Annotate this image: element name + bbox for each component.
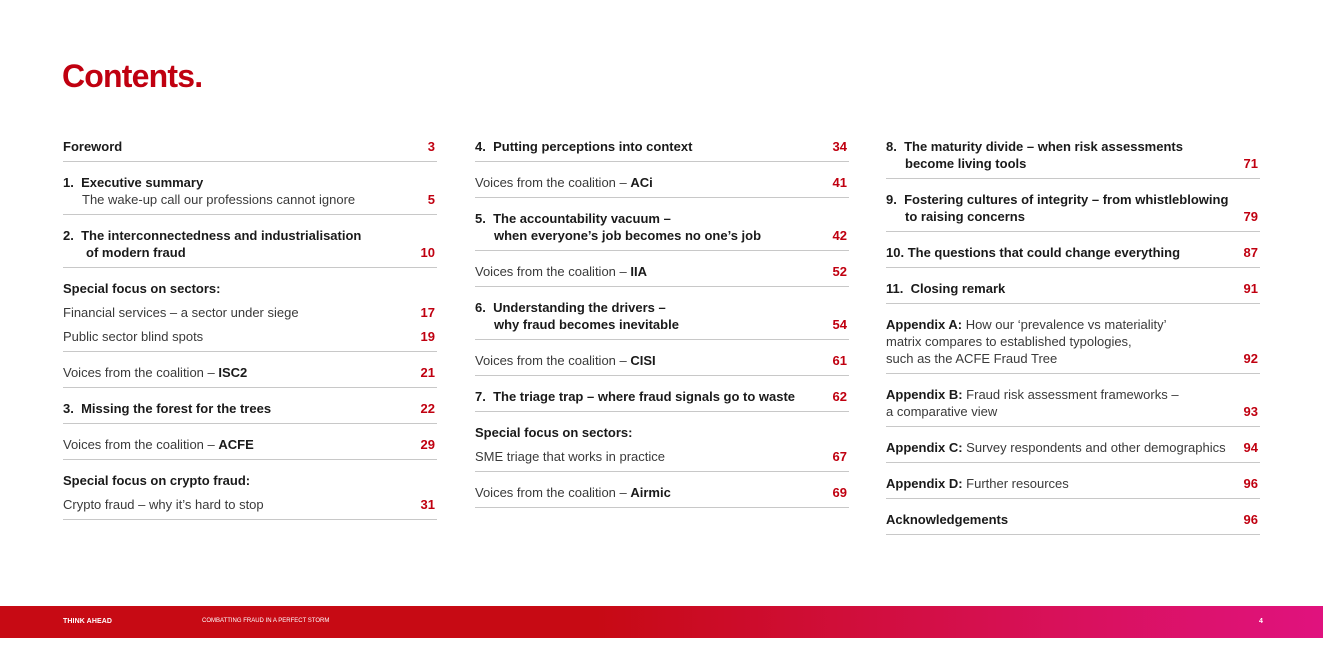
toc-page-number: 34: [832, 139, 847, 154]
toc-page-number: 17: [420, 305, 435, 320]
toc-entry-number: 1.: [63, 175, 74, 190]
special-focus-sectors-heading: Special focus on sectors:: [63, 281, 221, 296]
toc-entry-number: 7.: [475, 389, 486, 404]
toc-entry-label: Further resources: [962, 476, 1069, 491]
toc-entry-label: Foreword: [63, 139, 123, 154]
toc-entry-questions[interactable]: [886, 243, 1260, 268]
toc-entry-label-line2: when everyone’s job becomes no one’s job: [494, 228, 762, 243]
toc-entry-number: 11.: [886, 281, 904, 296]
toc-entry-voices-airmic[interactable]: [475, 483, 849, 508]
toc-entry-label: Executive summary: [81, 175, 204, 190]
page-title: Contents.: [62, 58, 203, 94]
toc-entry-perceptions[interactable]: [475, 137, 849, 162]
toc-entry-label: Crypto fraud – why it’s hard to stop: [63, 497, 264, 512]
toc-entry-accountability-vacuum[interactable]: [475, 209, 849, 251]
toc-page-number: 61: [832, 353, 847, 368]
toc-entry-appendix-label: Appendix A:: [886, 317, 963, 332]
footer-page-number: 4: [1259, 618, 1263, 625]
toc-entry-label-line1: Fostering cultures of integrity – from whistleblowing: [904, 192, 1229, 207]
toc-entry-financial-services[interactable]: [63, 303, 437, 321]
toc-page-number: 71: [1243, 156, 1258, 171]
footer-brand: THINK AHEAD: [63, 618, 113, 625]
toc-entry-number: 9.: [886, 192, 897, 207]
toc-entry-label: SME triage that works in practice: [475, 449, 666, 464]
toc-entry-appendix-a[interactable]: [886, 315, 1260, 374]
toc-entry-label-line1: The maturity divide – when risk assessments: [904, 139, 1183, 154]
toc-entry-appendix-label: Appendix D:: [886, 476, 963, 491]
toc-entry-voices-cisi[interactable]: [475, 351, 849, 376]
toc-entry-label-line1: How our ‘prevalence vs materiality’: [962, 317, 1167, 332]
toc-entry-org: Airmic: [630, 485, 671, 500]
toc-entry-prefix: Voices from the coalition –: [475, 264, 631, 279]
toc-page-number: 21: [420, 365, 435, 380]
toc-page-number: 42: [832, 228, 847, 243]
toc-entry-voices-isc2[interactable]: [63, 363, 437, 388]
toc-page-number: 94: [1243, 440, 1258, 455]
toc-page-number: 93: [1243, 404, 1258, 419]
toc-entry-triage-trap[interactable]: [475, 387, 849, 412]
toc-entry-label-line2: a comparative view: [886, 404, 998, 419]
toc-entry-label: Missing the forest for the trees: [81, 401, 272, 416]
toc-entry-appendix-b[interactable]: [886, 385, 1260, 427]
toc-page-number: 54: [832, 317, 847, 332]
toc-page-number: 91: [1243, 281, 1258, 296]
toc-entry-number: 4.: [475, 139, 486, 154]
toc-entry-crypto-fraud[interactable]: [63, 495, 437, 520]
toc-entry-number: 5.: [475, 211, 486, 226]
toc-entry-interconnectedness[interactable]: [63, 226, 437, 268]
toc-entry-appendix-c[interactable]: [886, 438, 1260, 463]
toc-page-number: 96: [1243, 512, 1258, 527]
toc-entry-label: The questions that could change everything: [907, 245, 1181, 260]
toc-section-heading: [63, 471, 437, 489]
toc-entry-prefix: Voices from the coalition –: [475, 175, 631, 190]
toc-column-3: [886, 137, 1260, 546]
toc-entry-closing-remark[interactable]: [886, 279, 1260, 304]
toc-page-number: 96: [1243, 476, 1258, 491]
toc-entry-sme-triage[interactable]: [475, 447, 849, 472]
toc-entry-foreword[interactable]: [63, 137, 437, 162]
toc-entry-prefix: Voices from the coalition –: [63, 365, 219, 380]
toc-page-number: 19: [420, 329, 435, 344]
toc-entry-label: Closing remark: [910, 281, 1006, 296]
toc-column-1: [63, 137, 437, 531]
toc-entry-label-line2: become living tools: [905, 156, 1027, 171]
toc-section-heading: [63, 279, 437, 297]
toc-entry-label-line2: to raising concerns: [905, 209, 1025, 224]
toc-entry-prefix: Voices from the coalition –: [63, 437, 219, 452]
special-focus-sectors-heading: Special focus on sectors:: [475, 425, 633, 440]
toc-entry-label: Putting perceptions into context: [493, 139, 693, 154]
toc-entry-number: 3.: [63, 401, 74, 416]
toc-entry-label: Public sector blind spots: [63, 329, 204, 344]
toc-entry-missing-forest[interactable]: [63, 399, 437, 424]
toc-page-number: 29: [420, 437, 435, 452]
toc-entry-label-line1: Fraud risk assessment frameworks –: [962, 387, 1179, 402]
toc-entry-prefix: Voices from the coalition –: [475, 353, 631, 368]
toc-entry-fostering-cultures[interactable]: [886, 190, 1260, 232]
toc-page-number: 69: [832, 485, 847, 500]
toc-page-number: 67: [832, 449, 847, 464]
toc-page-number: 79: [1243, 209, 1258, 224]
footer-document-title: COMBATTING FRAUD IN A PERFECT STORM: [202, 618, 330, 624]
toc-entry-label-line2: of modern fraud: [86, 245, 186, 260]
toc-entry-executive-summary[interactable]: [63, 173, 437, 215]
toc-page-number: 87: [1243, 245, 1258, 260]
toc-entry-number: 2.: [63, 228, 74, 243]
toc-entry-label: The triage trap – where fraud signals go to waste: [493, 389, 796, 404]
toc-entry-number: 6.: [475, 300, 486, 315]
toc-entry-label-line1: The interconnectedness and industrialisation: [81, 228, 362, 243]
special-focus-crypto-heading: Special focus on crypto fraud:: [63, 473, 251, 488]
toc-entry-label: Financial services – a sector under siege: [63, 305, 299, 320]
toc-entry-appendix-d[interactable]: [886, 474, 1260, 499]
footer-bar: [0, 606, 1323, 638]
toc-page-number: 62: [832, 389, 847, 404]
toc-entry-appendix-label: Appendix B:: [886, 387, 963, 402]
toc-page-number: 41: [832, 175, 847, 190]
toc-section-heading: [475, 423, 849, 441]
toc-page-number: 52: [832, 264, 847, 279]
toc-entry-org: CISI: [630, 353, 656, 368]
toc-entry-acknowledgements[interactable]: [886, 510, 1260, 535]
toc-page-number: 31: [420, 497, 435, 512]
toc-entry-voices-acfe[interactable]: [63, 435, 437, 460]
toc-entry-label: Survey respondents and other demographics: [962, 440, 1226, 455]
toc-entry-label-line2: why fraud becomes inevitable: [494, 317, 679, 332]
toc-page-number: 5: [427, 192, 435, 207]
toc-entry-voices-aci[interactable]: [475, 173, 849, 198]
toc-entry-org: ACi: [630, 175, 653, 190]
toc-page-number: 3: [427, 139, 435, 154]
toc-page-number: 10: [420, 245, 435, 260]
toc-page-number: 22: [420, 401, 435, 416]
toc-entry-public-sector[interactable]: [63, 327, 437, 352]
toc-entry-label-line1: The accountability vacuum –: [493, 211, 671, 226]
toc-entry-number: 10.: [886, 245, 905, 260]
toc-page-number: 92: [1243, 351, 1258, 366]
toc-entry-appendix-label: Appendix C:: [886, 440, 963, 455]
toc-entry-label-line1: Understanding the drivers –: [493, 300, 666, 315]
toc-entry-org: ACFE: [218, 437, 254, 452]
toc-entry-subtitle: The wake-up call our professions cannot ignore: [82, 192, 356, 207]
toc-entry-label: Acknowledgements: [886, 512, 1009, 527]
toc-entry-org: ISC2: [218, 365, 248, 380]
toc-entry-maturity-divide[interactable]: [886, 137, 1260, 179]
toc-entry-understanding-drivers[interactable]: [475, 298, 849, 340]
toc-entry-label-line2: matrix compares to established typologies,: [886, 334, 1132, 349]
toc-entry-org: IIA: [630, 264, 647, 279]
toc-entry-voices-iia[interactable]: [475, 262, 849, 287]
toc-entry-number: 8.: [886, 139, 897, 154]
toc-entry-label-line3: such as the ACFE Fraud Tree: [886, 351, 1058, 366]
toc-column-2: [475, 137, 849, 519]
toc-entry-prefix: Voices from the coalition –: [475, 485, 631, 500]
